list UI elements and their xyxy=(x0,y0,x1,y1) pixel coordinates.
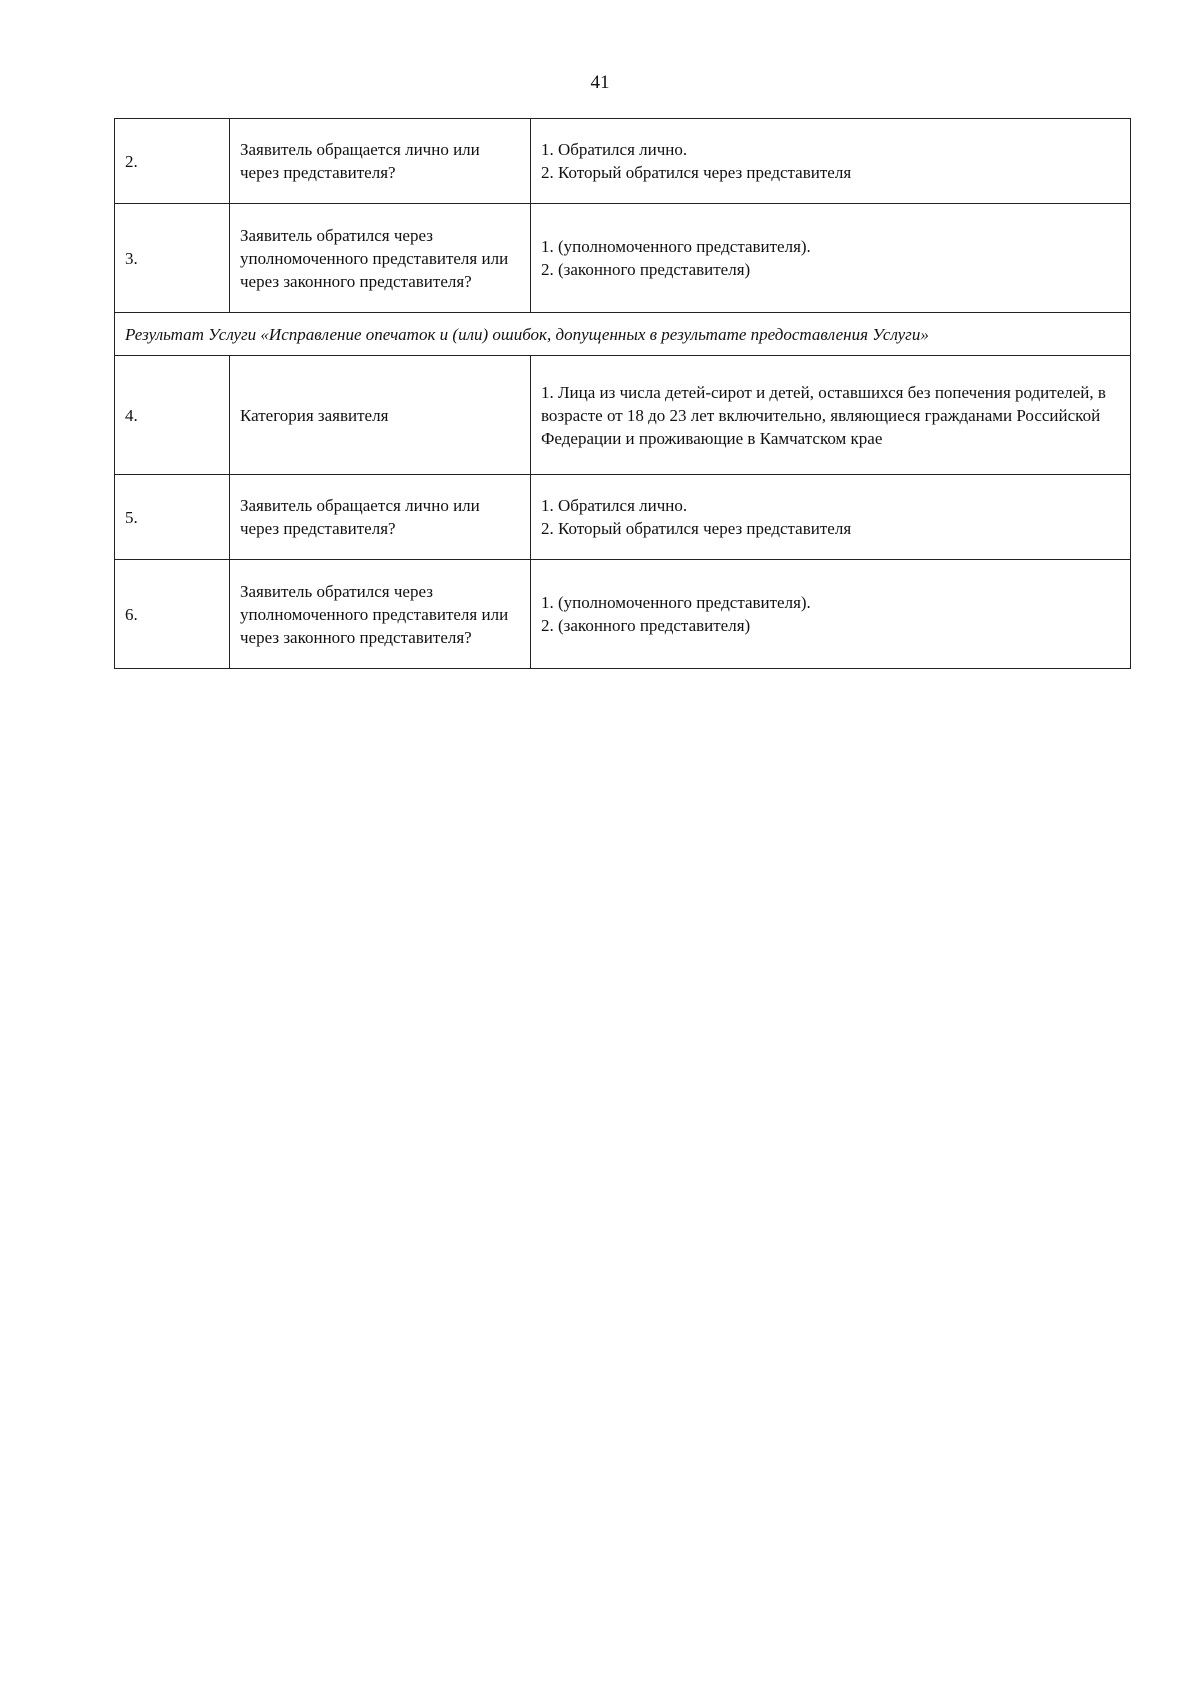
row-number: 4. xyxy=(115,356,230,475)
table-row xyxy=(115,560,1131,669)
row-answers xyxy=(531,204,1131,313)
answer-line: 2. Который обратился через представителя xyxy=(541,163,852,182)
answer-line: 1. Обратился лично. xyxy=(541,496,688,515)
row-answers xyxy=(531,119,1131,204)
row-question: Заявитель обратился через уполномоченного представителя или через законного представителя? xyxy=(230,560,531,669)
table-row xyxy=(115,204,1131,313)
row-question: Заявитель обратился через уполномоченного представителя или через законного представителя? xyxy=(230,204,531,313)
table-row xyxy=(115,475,1131,560)
row-question: Заявитель обращается лично или через представителя? xyxy=(230,475,531,560)
row-question: Категория заявителя xyxy=(230,356,531,475)
row-number: 6. xyxy=(115,560,230,669)
answer-line: 2. Который обратился через представителя xyxy=(541,519,852,538)
page-number: 41 xyxy=(590,72,610,93)
answer-line: 1. (уполномоченного представителя). xyxy=(541,237,811,256)
section-row xyxy=(115,313,1131,356)
answer-line: 1. Лица из числа детей-сирот и детей, оставшихся без попечения родителей, в возрасте от 18 до 23 лет включительно, являющиеся гражданами Российской Федерации и проживающие в Камчатском крае xyxy=(541,382,1106,448)
row-question: Заявитель обращается лично или через представителя? xyxy=(230,119,531,204)
row-answers xyxy=(531,475,1131,560)
section-title: Результат Услуги «Исправление опечаток и (или) ошибок, допущенных в результате предоставления Услуги» xyxy=(115,313,1131,356)
row-number: 5. xyxy=(115,475,230,560)
answer-line: 1. Обратился лично. xyxy=(541,140,688,159)
row-answers xyxy=(531,560,1131,669)
answer-line: 2. (законного представителя) xyxy=(541,616,751,635)
row-answers xyxy=(531,356,1131,475)
row-number: 2. xyxy=(115,119,230,204)
answer-line: 2. (законного представителя) xyxy=(541,260,751,279)
answer-line: 1. (уполномоченного представителя). xyxy=(541,593,811,612)
row-number: 3. xyxy=(115,204,230,313)
criteria-table xyxy=(114,118,1131,669)
table-row xyxy=(115,119,1131,204)
table-row xyxy=(115,356,1131,475)
